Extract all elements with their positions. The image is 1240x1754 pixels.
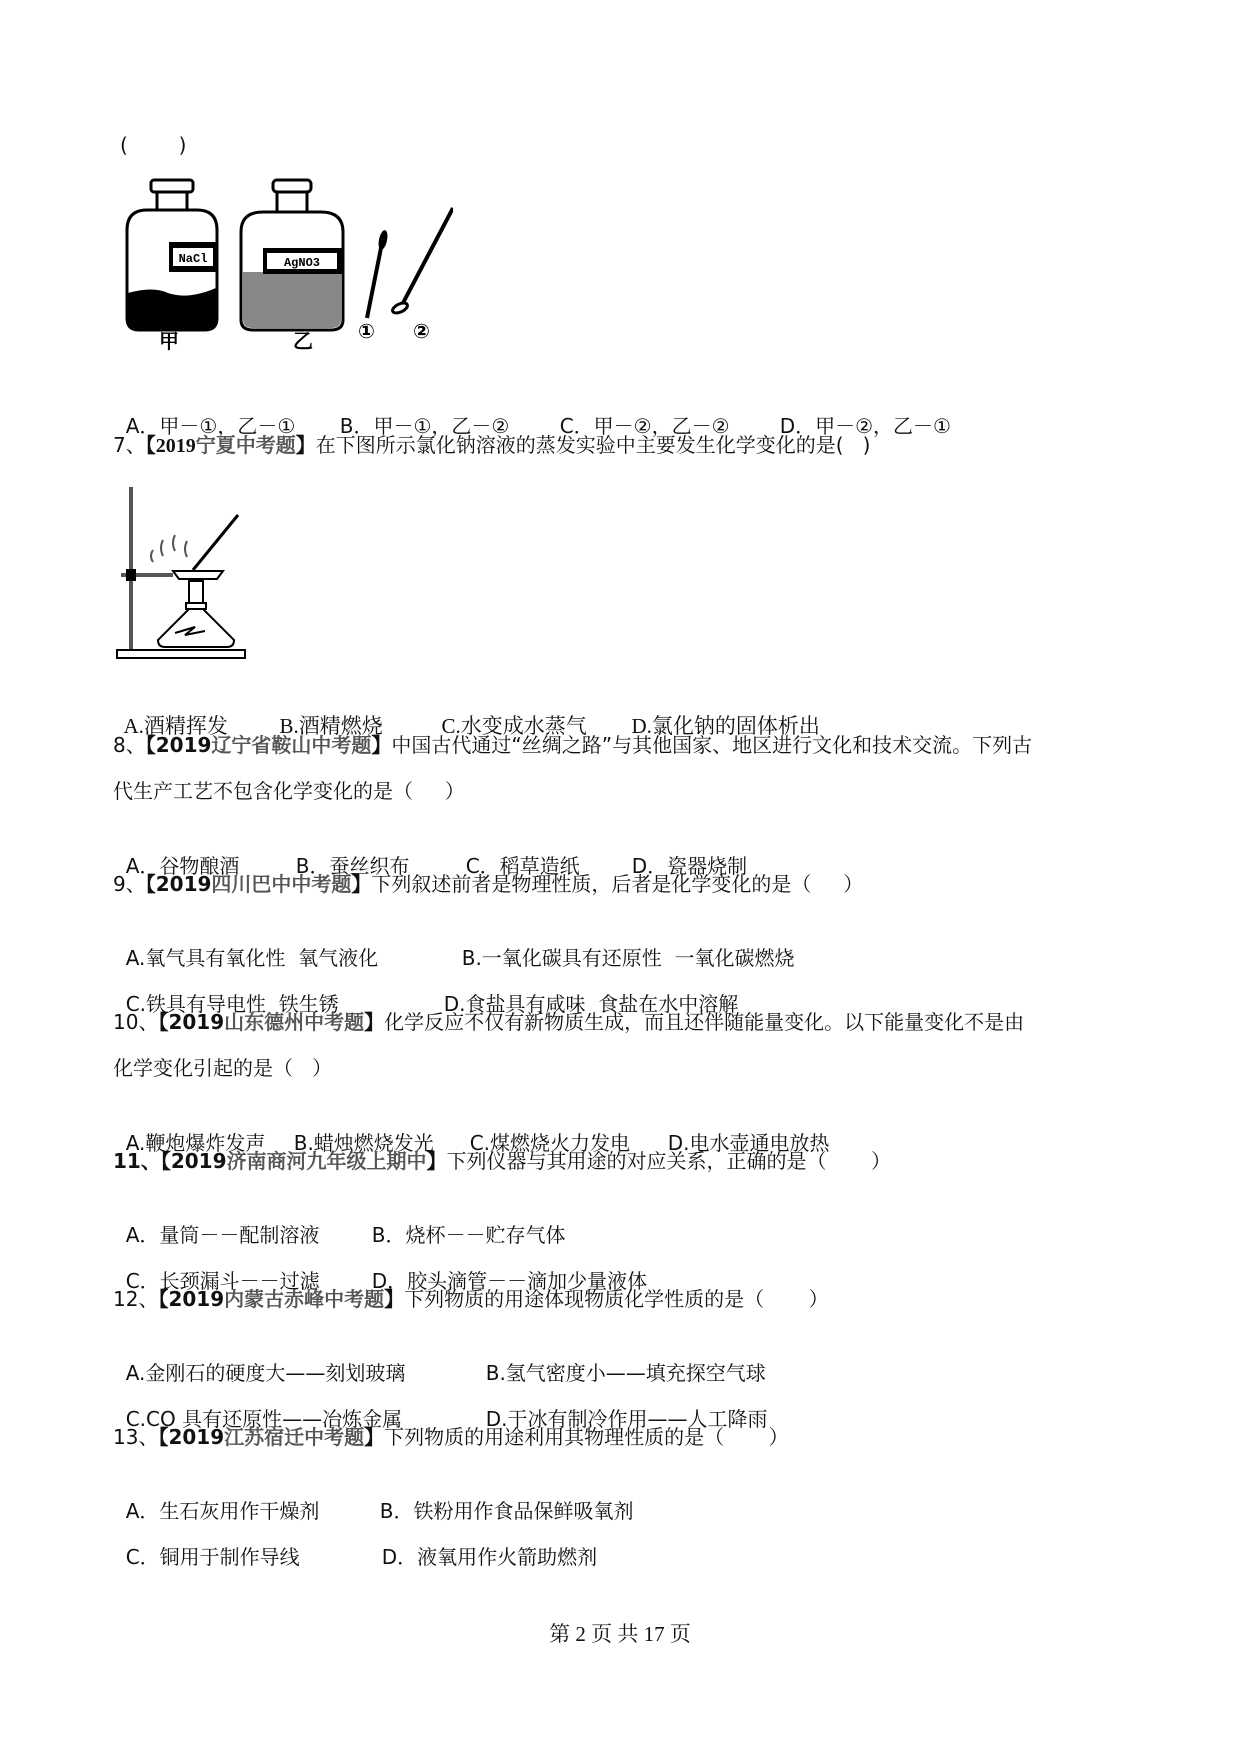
evaporation-apparatus-icon [113, 485, 248, 665]
q7-option-d[interactable]: D.氯化钠的固体析出 [631, 714, 820, 738]
q13-option-c[interactable]: C．铜用于制作导线 [125, 1545, 300, 1569]
medicine-spoon-icon [391, 208, 453, 315]
q12-option-c[interactable]: C.CO 具有还原性——冶炼金属 [125, 1407, 403, 1431]
q10-stem-line-2: 化学变化引起的是（ ） [113, 1056, 333, 1080]
q10-option-d[interactable]: D.电水壶通电放热 [667, 1131, 830, 1155]
q9-stem-line [113, 870, 863, 898]
q13-stem-line [113, 1423, 789, 1451]
q9-option-b[interactable]: B.一氧化碳具有还原性 一氧化碳燃烧 [461, 946, 795, 970]
page-number-footer: 第 2 页 共 17 页 [549, 1622, 691, 1646]
q7-option-b[interactable]: B.酒精燃烧 [279, 714, 383, 738]
q11-number: 11、 [113, 1149, 161, 1173]
q8-stem: 中国古代通过“丝绸之路”与其他国家、地区进行文化和技术交流。下列古 [391, 733, 1033, 757]
q10-source: 【2019山东德州中考题】 [158, 1010, 385, 1034]
q7-stem: 在下图所示氯化钠溶液的蒸发实验中主要发生化学变化的是( ) [315, 433, 871, 457]
q10-option-a[interactable]: A.鞭炮爆炸发声 [125, 1131, 266, 1155]
q10-option-c[interactable]: C.煤燃烧火力发电 [469, 1131, 631, 1155]
q8-stem-line-1 [113, 731, 1032, 759]
svg-text:①: ① [358, 319, 375, 343]
q7-option-a[interactable]: A.酒精挥发 [123, 714, 228, 738]
q10-stem: 化学反应不仅有新物质生成，而且还伴随能量变化。以下能量变化不是由 [384, 1010, 1025, 1034]
q9-option-a[interactable]: A.氧气具有氧化性 氧气液化 [125, 946, 379, 970]
q9-number: 9、 [113, 872, 146, 896]
q9-option-c[interactable]: C.铁具有导电性 铁生锈 [125, 992, 339, 1016]
q13-options-cd [113, 1515, 597, 1571]
q9-option-d[interactable]: D.食盐具有咸味 食盐在水中溶解 [443, 992, 739, 1016]
q13-option-b[interactable]: B．铁粉用作食品保鲜吸氧剂 [379, 1499, 634, 1523]
evaporation-apparatus-figure [113, 485, 248, 665]
q8-stem-line-2: 代生产工艺不包含化学变化的是（ ） [113, 779, 465, 803]
q11-source: 【2019济南商河九年级上期中】 [160, 1149, 447, 1173]
q12-number: 12、 [113, 1287, 159, 1311]
svg-text:乙: 乙 [293, 329, 313, 353]
q9-stem: 下列叙述前者是物理性质，后者是化学变化的是（ ） [371, 872, 864, 896]
q8-option-d[interactable]: D．瓷器烧制 [631, 854, 748, 878]
svg-text:NaCl: NaCl [178, 252, 208, 266]
q8-option-c[interactable]: C．稻草造纸 [465, 854, 580, 878]
q13-number: 13、 [113, 1425, 159, 1449]
q13-option-d[interactable]: D．液氧用作火箭助燃剂 [381, 1545, 598, 1569]
q6-answer-blank: ( ) [120, 133, 187, 157]
q10-stem-line-1 [113, 1008, 1024, 1036]
q8-option-b[interactable]: B．蚕丝织布 [295, 854, 410, 878]
q12-option-a[interactable]: A.金刚石的硬度大——刻划玻璃 [125, 1361, 406, 1385]
svg-text:AgNO3: AgNO3 [283, 256, 321, 270]
q6-figure [113, 178, 453, 353]
q7-stem-line [113, 431, 870, 460]
q12-option-b[interactable]: B.氢气密度小——填充探空气球 [485, 1361, 766, 1385]
q8-number: 8、 [113, 733, 146, 757]
bottle-jia-icon [127, 180, 217, 330]
q13-stem: 下列物质的用途利用其物理性质的是（ ） [384, 1425, 789, 1449]
q11-stem-line [113, 1147, 891, 1175]
q6-option-d[interactable]: D．甲－②，乙－① [779, 414, 951, 438]
q12-option-d[interactable]: D.干冰有制冷作用——人工降雨 [485, 1407, 768, 1431]
q13-source: 【2019江苏宿迁中考题】 [158, 1425, 385, 1449]
q6-option-a[interactable]: A．甲－①，乙－① [125, 414, 296, 438]
q6-option-c[interactable]: C．甲－②，乙－② [559, 414, 730, 438]
q11-option-d[interactable]: D．胶头滴管－－滴加少量液体 [371, 1269, 648, 1293]
svg-text:甲: 甲 [159, 329, 179, 353]
q12-source: 【2019内蒙古赤峰中考题】 [158, 1287, 405, 1311]
q6-option-b[interactable]: B．甲－①，乙－② [339, 414, 510, 438]
q11-option-b[interactable]: B．烧杯－－贮存气体 [371, 1223, 566, 1247]
q7-number: 7、 [113, 433, 146, 457]
q11-option-a[interactable]: A．量筒－－配制溶液 [125, 1223, 320, 1247]
q11-stem: 下列仪器与其用途的对应关系，正确的是（ ） [446, 1149, 892, 1173]
q7-source: 【2019宁夏中考题】 [145, 433, 316, 457]
q9-source: 【2019四川巴中中考题】 [145, 872, 372, 896]
q10-option-b[interactable]: B.蜡烛燃烧发光 [293, 1131, 434, 1155]
bottle-yi-icon [241, 180, 343, 330]
reagent-bottles-figure [113, 178, 453, 353]
q7-option-c[interactable]: C.水变成水蒸气 [441, 714, 587, 738]
q8-option-a[interactable]: A．谷物酿酒 [125, 854, 240, 878]
q13-option-a[interactable]: A．生石灰用作干燥剂 [125, 1499, 320, 1523]
q12-stem-line [113, 1285, 829, 1313]
q11-option-c[interactable]: C．长颈漏斗－－过滤 [125, 1269, 320, 1293]
dropper-icon [367, 229, 389, 318]
q10-number: 10、 [113, 1010, 159, 1034]
svg-text:②: ② [413, 319, 430, 343]
q12-stem: 下列物质的用途体现物质化学性质的是（ ） [404, 1287, 829, 1311]
q8-source: 【2019辽宁省鞍山中考题】 [145, 733, 392, 757]
